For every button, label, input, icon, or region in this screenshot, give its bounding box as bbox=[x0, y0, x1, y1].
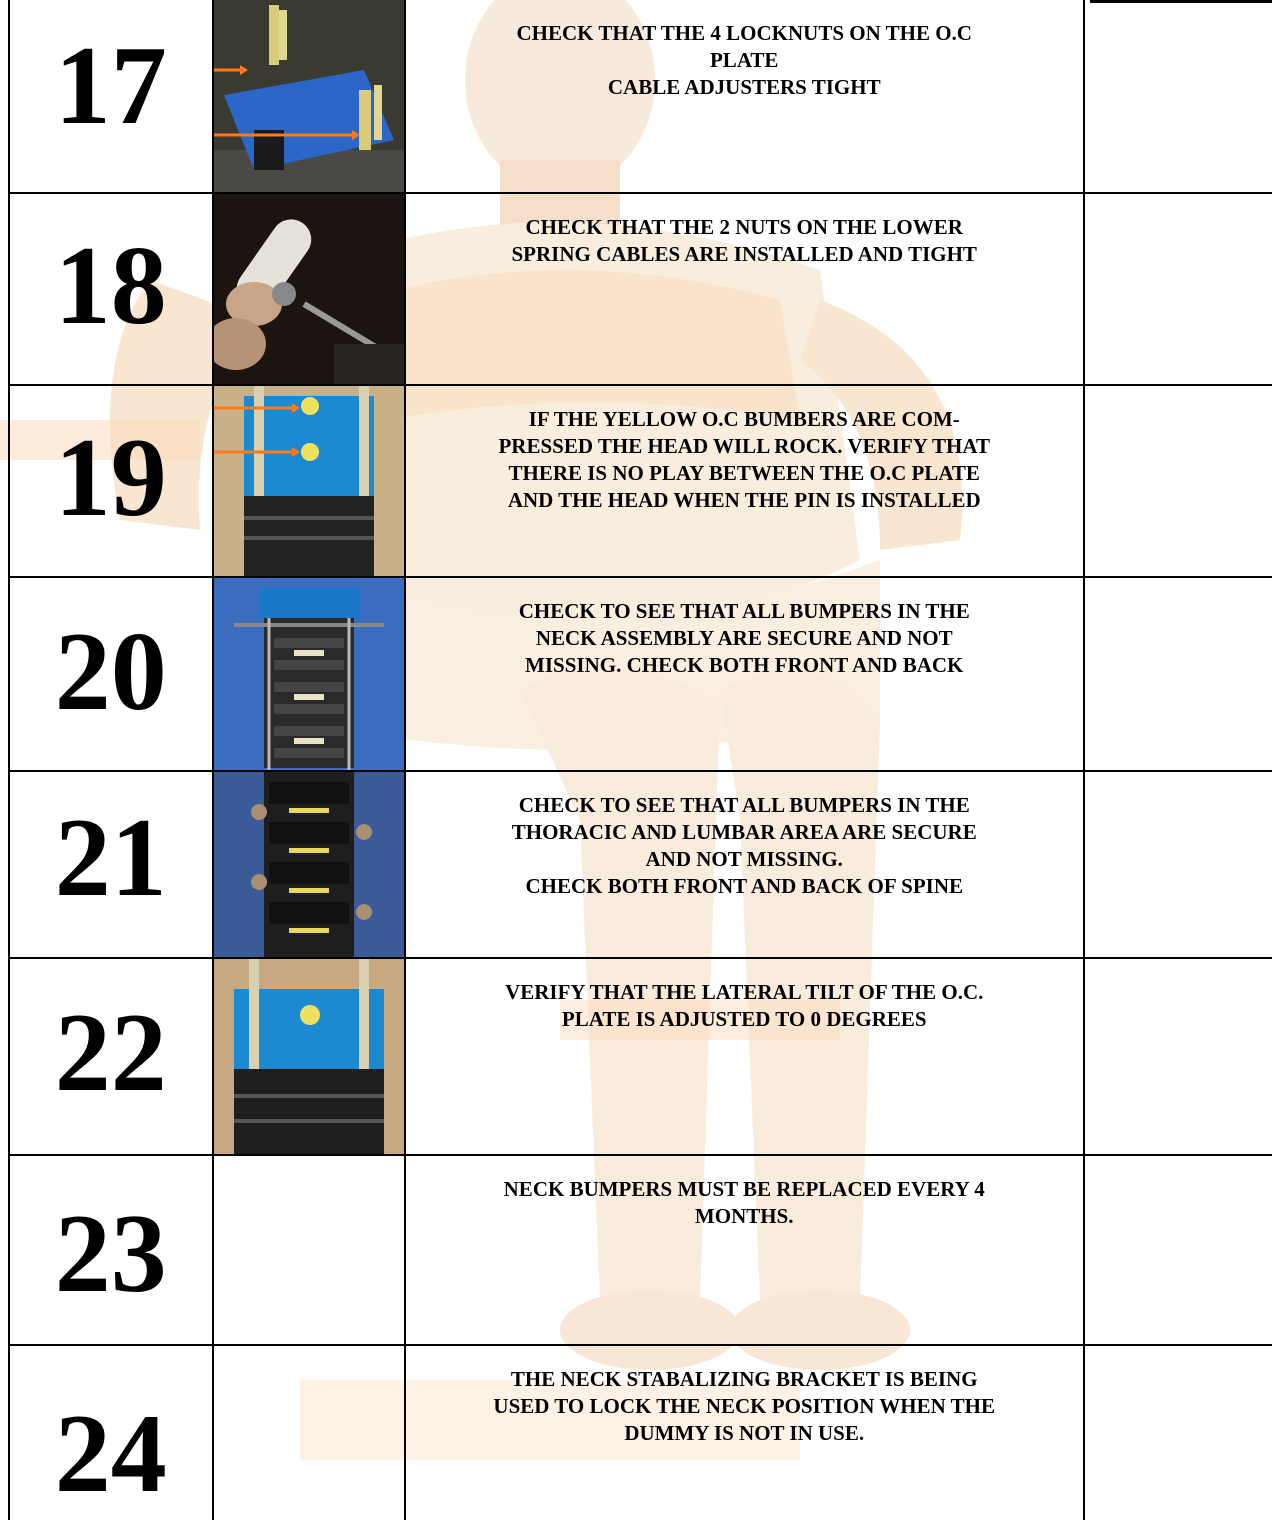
checklist-row bbox=[9, 1345, 1272, 1520]
step-number-cell bbox=[9, 1155, 213, 1345]
photo-cell bbox=[213, 771, 405, 958]
step-number-cell bbox=[9, 1345, 213, 1520]
instruction-text: CHECK THAT THE 4 LOCKNUTS ON THE O.C PLATE CABLE ADJUSTERS TIGHT bbox=[516, 21, 972, 99]
instruction-cell bbox=[405, 0, 1084, 193]
instruction-cell bbox=[405, 958, 1084, 1155]
instruction-cell bbox=[405, 577, 1084, 771]
step-number-cell bbox=[9, 771, 213, 958]
checklist-row bbox=[9, 958, 1272, 1155]
checklist-table bbox=[8, 0, 1272, 1520]
photo-cell bbox=[213, 577, 405, 771]
instruction-text: VERIFY THAT THE LATERAL TILT OF THE O.C. PLATE IS ADJUSTED TO 0 DEGREES bbox=[505, 980, 984, 1031]
photo-cell bbox=[213, 1345, 405, 1520]
instruction-text: NECK BUMPERS MUST BE REPLACED EVERY 4 MONTHS. bbox=[503, 1177, 985, 1228]
check-cell[interactable] bbox=[1084, 577, 1272, 771]
step-number-cell bbox=[9, 0, 213, 193]
checklist-row bbox=[9, 577, 1272, 771]
step-number: 24 bbox=[54, 1392, 167, 1516]
checklist-row bbox=[9, 385, 1272, 577]
instruction-cell bbox=[405, 1345, 1084, 1520]
step-number-cell bbox=[9, 577, 213, 771]
step-number: 17 bbox=[54, 24, 167, 148]
step-number: 21 bbox=[54, 796, 167, 920]
step-number: 23 bbox=[54, 1192, 167, 1316]
step-number-cell bbox=[9, 385, 213, 577]
photo-cell bbox=[213, 958, 405, 1155]
check-cell[interactable] bbox=[1084, 385, 1272, 577]
photo-cell bbox=[213, 1155, 405, 1345]
check-cell[interactable] bbox=[1084, 1345, 1272, 1520]
photo-cell bbox=[213, 0, 405, 193]
checklist-row bbox=[9, 193, 1272, 385]
step-number: 18 bbox=[54, 224, 167, 348]
step-number-cell bbox=[9, 193, 213, 385]
oc-bumpers-photo bbox=[214, 386, 404, 576]
instruction-cell bbox=[405, 771, 1084, 958]
checklist-row bbox=[9, 771, 1272, 958]
instruction-cell bbox=[405, 385, 1084, 577]
photo-cell bbox=[213, 193, 405, 385]
instruction-cell bbox=[405, 193, 1084, 385]
lateral-tilt-photo bbox=[214, 959, 404, 1154]
instruction-text: CHECK TO SEE THAT ALL BUMPERS IN THE NECK ASSEMBLY ARE SECURE AND NOT MISSING. CHECK BOTH FRONT AND BACK bbox=[518, 599, 970, 677]
checklist-row bbox=[9, 1155, 1272, 1345]
instruction-text: CHECK THAT THE 2 NUTS ON THE LOWER SPRING CABLES ARE INSTALLED AND TIGHT bbox=[511, 215, 977, 266]
check-cell[interactable] bbox=[1084, 771, 1272, 958]
check-cell[interactable] bbox=[1084, 193, 1272, 385]
step-number: 22 bbox=[54, 991, 167, 1115]
spring-cable-photo bbox=[214, 194, 404, 384]
top-border-line bbox=[1090, 0, 1272, 3]
instruction-text: CHECK TO SEE THAT ALL BUMPERS IN THE THORACIC AND LUMBAR AREA ARE SECURE AND NOT MISSING. CHECK BOTH FRONT AND BACK OF SPINE bbox=[511, 793, 977, 898]
locknuts-photo bbox=[214, 0, 404, 192]
spine-bumpers-photo bbox=[214, 772, 404, 957]
photo-cell bbox=[213, 385, 405, 577]
check-cell[interactable] bbox=[1084, 1155, 1272, 1345]
checklist-row bbox=[9, 0, 1272, 193]
step-number: 20 bbox=[54, 610, 167, 734]
step-number: 19 bbox=[54, 416, 167, 540]
instruction-text: THE NECK STABALIZING BRACKET IS BEING USED TO LOCK THE NECK POSITION WHEN THE DUMMY IS NOT IN USE. bbox=[493, 1367, 996, 1445]
check-cell[interactable] bbox=[1084, 0, 1272, 193]
check-cell[interactable] bbox=[1084, 958, 1272, 1155]
instruction-text: IF THE YELLOW O.C BUMBERS ARE COM- PRESSED THE HEAD WILL ROCK. VERIFY THAT THERE IS NO PLAY BETWEEN THE O.C PLATE AND THE HEAD WHEN THE PIN IS INSTALLED bbox=[498, 407, 990, 512]
instruction-cell bbox=[405, 1155, 1084, 1345]
neck-assembly-photo bbox=[214, 578, 404, 770]
step-number-cell bbox=[9, 958, 213, 1155]
